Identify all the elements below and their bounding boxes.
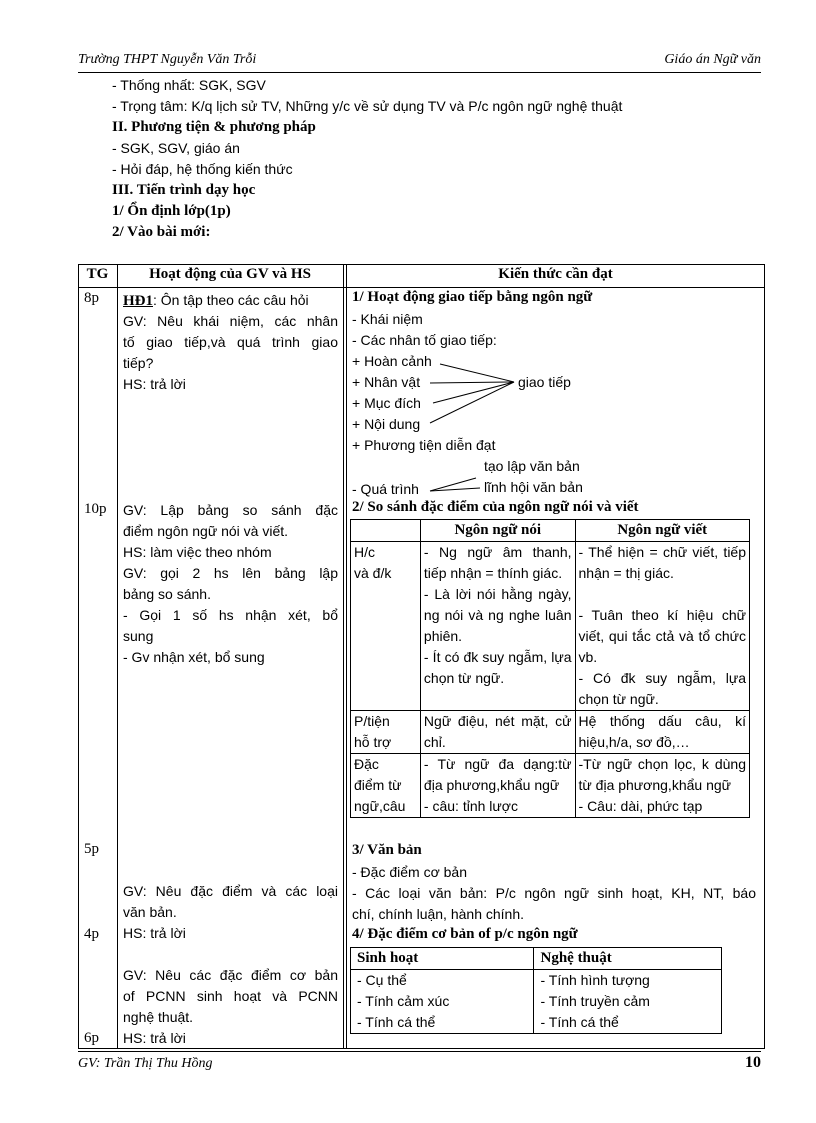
factor-item: + Mục đích <box>352 395 421 411</box>
connector-line <box>433 382 514 403</box>
intro-line: - SGK, SGV, giáo án <box>112 140 240 156</box>
cmp-cell <box>420 754 575 818</box>
time-cell: 10p <box>84 501 107 517</box>
activity-line: GV: Lập bảng so sánh đặc <box>123 502 338 518</box>
process-item: tạo lập văn bản <box>484 458 580 474</box>
style-item: - Tính truyền cảm <box>540 993 650 1009</box>
cmp-header-written: Ngôn ngữ viết <box>575 520 749 542</box>
activity-title: HĐ1 <box>123 293 153 309</box>
cmp-cell-text: - Thể hiện = chữ viết, tiếp nhận = thị giác. <box>578 544 746 581</box>
style-item: - Tính cá thể <box>357 1014 436 1030</box>
time-cell: 6p <box>84 1030 99 1046</box>
activity-line: HS: trả lời <box>123 1030 186 1046</box>
cmp-cell <box>420 711 575 754</box>
section-2-title: 2/ So sánh đặc điểm của ngôn ngữ nói và viết <box>352 499 639 515</box>
cmp-label-line: ngữ,câu <box>354 798 406 814</box>
connector-line <box>430 382 514 423</box>
page-footer <box>78 1051 761 1076</box>
cmp-row-label <box>351 711 421 754</box>
time-cell: 8p <box>84 290 99 306</box>
style-cell <box>534 970 722 1034</box>
style-header-daily: Sinh hoạt <box>351 948 534 970</box>
activity-line: - Gọi 1 số hs nhận xét, bổ <box>123 607 338 623</box>
step-heading: 1/ Ổn định lớp(1p) <box>112 203 231 219</box>
page-number: 10 <box>745 1054 761 1071</box>
activity-title-rest: : Ôn tập theo các câu hỏi <box>153 292 309 308</box>
style-item: - Tính cá thể <box>540 1014 619 1030</box>
style-item: - Tính cảm xúc <box>357 993 450 1009</box>
cmp-cell-text: - Là lời nói hằng ngày, ng nói và ng nghe luân phiên. <box>423 586 572 644</box>
activity-line: GV: gọi 2 hs lên bảng lập <box>123 565 338 581</box>
activity-line: điểm ngôn ngữ nói và viết. <box>123 523 289 539</box>
intro-line: - Thống nhất: SGK, SGV <box>112 77 266 93</box>
style-header-art: Nghệ thuật <box>534 948 722 970</box>
col-header-tg: TG <box>86 266 109 282</box>
cmp-cell <box>575 542 749 711</box>
cmp-label-line: H/c <box>354 544 375 560</box>
activity-line: - Gv nhận xét, bổ sung <box>123 649 265 665</box>
cmp-header-spoken: Ngôn ngữ nói <box>420 520 575 542</box>
style-cell <box>351 970 534 1034</box>
cmp-label-line: Đặc <box>354 756 379 772</box>
style-table <box>350 947 722 1034</box>
time-cell: 4p <box>84 926 99 942</box>
s3-line: chí, chính luận, hành chính. <box>352 906 525 922</box>
s3-line: - Đặc điểm cơ bản <box>352 864 468 880</box>
activity-line: bảng so sánh. <box>123 586 211 602</box>
intro-line: - Hỏi đáp, hệ thống kiến thức <box>112 161 293 177</box>
connector-line <box>430 382 514 383</box>
process-label: - Quá trình <box>352 481 419 497</box>
cmp-cell-text: Ngữ điệu, nét mặt, cử chỉ. <box>423 713 572 750</box>
cmp-cell-text: - Ng ngữ âm thanh, tiếp nhận = thính giác. <box>423 544 572 581</box>
school-name: Trường THPT Nguyễn Văn Trỗi <box>78 52 257 67</box>
activity-line: sung <box>123 628 154 644</box>
cmp-cell-text: -Từ ngữ chọn lọc, k dùng từ địa phương,khẩu ngữ <box>578 756 746 793</box>
activity-line: GV: Nêu đặc điểm và các loại <box>123 883 338 899</box>
s3-line: - Các loại văn bản: P/c ngôn ngữ sinh hoạt, KH, NT, báo <box>352 885 756 901</box>
factor-item: + Nội dung <box>352 416 421 432</box>
cmp-cell-text: - câu: tỉnh lược <box>423 798 518 814</box>
activity-line: GV: Nêu các đặc điểm cơ bản <box>123 967 338 983</box>
connector-line <box>440 364 514 382</box>
cmp-cell-text: - Có đk suy ngẫm, lựa chọn từ ngữ. <box>578 670 746 707</box>
cmp-label-line: P/tiện <box>354 713 390 729</box>
section-1-title: 1/ Hoạt động giao tiếp bằng ngôn ngữ <box>352 289 593 305</box>
activity-line: HS: trả lời <box>123 925 186 941</box>
style-item: - Cụ thể <box>357 972 407 988</box>
cmp-cell-text: - Ít có đk suy ngẫm, lựa chọn từ ngữ. <box>423 649 572 686</box>
cmp-label-line: điểm từ <box>354 777 402 793</box>
cmp-cell-text: - Câu: dài, phức tạp <box>578 798 703 814</box>
style-item: - Tính hình tượng <box>540 972 650 988</box>
s1-line: - Khái niệm <box>352 311 423 327</box>
cmp-header-empty <box>351 520 421 542</box>
section-3-title: 3/ Văn bản <box>352 842 422 858</box>
activity-line: HS: làm việc theo nhóm <box>123 544 272 560</box>
time-cell: 5p <box>84 841 99 857</box>
cmp-cell <box>575 754 749 818</box>
cmp-cell <box>575 711 749 754</box>
col-header-activity: Hoạt động của GV và HS <box>149 266 311 282</box>
step-heading: 2/ Vào bài mới: <box>112 224 211 240</box>
cmp-label-line: hỗ trợ <box>354 734 392 750</box>
factor-item: + Nhân vật <box>352 374 421 390</box>
cmp-cell-text: Hệ thống dấu câu, kí hiệu,h/a, sơ đồ,… <box>578 713 746 750</box>
comparison-table <box>350 519 750 818</box>
section-heading: II. Phương tiện & phương pháp <box>112 119 316 135</box>
col-header-knowledge: Kiến thức cần đạt <box>498 266 613 282</box>
activity-line: nghệ thuật. <box>123 1009 194 1025</box>
activity-line: of PCNN sinh hoạt và PCNN <box>123 988 338 1004</box>
cmp-cell-text: - Tuân theo kí hiệu chữ viết, qui tắc ctả và tổ chức vb. <box>578 607 746 665</box>
activity-line: HS: trả lời <box>123 376 186 392</box>
process-item: lĩnh hội văn bản <box>484 479 583 495</box>
communication-target: giao tiếp <box>518 374 571 390</box>
activity-line: GV: Nêu khái niệm, các nhân <box>123 313 338 329</box>
cmp-cell <box>420 542 575 711</box>
cmp-cell-text: - Từ ngữ đa dạng:từ địa phương,khẩu ngữ <box>423 756 572 793</box>
cmp-row-label <box>351 754 421 818</box>
subject-name: Giáo án Ngữ văn <box>664 52 761 67</box>
section-4-title: 4/ Đặc điểm cơ bản of p/c ngôn ngữ <box>352 926 578 942</box>
cmp-label-line: và đ/k <box>354 565 392 581</box>
activity-line: tiếp? <box>123 355 154 371</box>
factor-item: + Phương tiện diễn đạt <box>352 437 496 453</box>
intro-line: - Trọng tâm: K/q lịch sử TV, Những y/c về sử dụng TV và P/c ngôn ngữ nghệ thuật <box>112 98 623 114</box>
cmp-row-label <box>351 542 421 711</box>
s1-line: - Các nhân tố giao tiếp: <box>352 332 497 348</box>
activity-line: văn bản. <box>123 904 177 920</box>
section-heading: III. Tiến trình dạy học <box>112 182 256 198</box>
factor-item: + Hoàn cảnh <box>352 353 432 369</box>
activity-line: tố giao tiếp,và quá trình giao <box>123 334 338 350</box>
teacher-name: GV: Trần Thị Thu Hồng <box>78 1056 213 1071</box>
